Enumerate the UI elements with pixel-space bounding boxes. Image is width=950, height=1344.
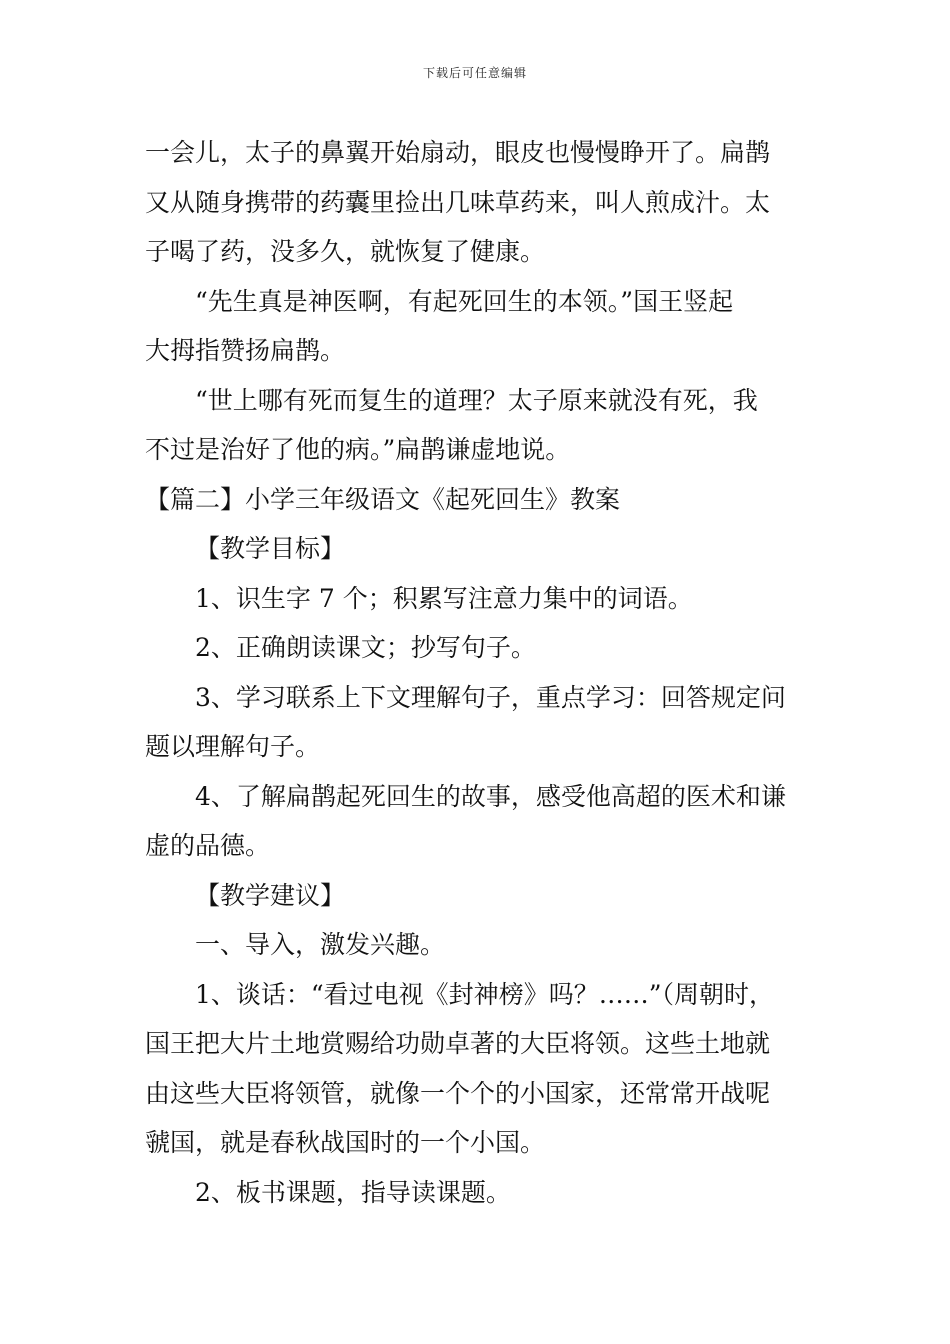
text-line: 一、导入，激发兴趣。 <box>195 930 446 959</box>
text-line: “世上哪有死而复生的道理？太子原来就没有死，我 <box>195 385 758 415</box>
text-line: 子喝了药，没多久，就恢复了健康。 <box>145 237 546 266</box>
text-line: 大拇指赞扬扁鹊。 <box>145 336 346 365</box>
text-line: 【教学目标】 <box>195 534 346 563</box>
text-line: 3、学习联系上下文理解句子，重点学习：回答规定问 <box>195 682 786 712</box>
text-line: “先生真是神医啊，有起死回生的本领。”国王竖起 <box>195 286 734 316</box>
text-line: 1、识生字 7 个；积累写注意力集中的词语。 <box>195 583 693 613</box>
text-line: 虚的品德。 <box>145 831 271 860</box>
text-line: 又从随身携带的药囊里捡出几味草药来，叫人煎成汁。太 <box>145 187 771 217</box>
text-line: 2、正确朗读课文；抄写句子。 <box>195 633 536 662</box>
text-line: 【篇二】小学三年级语文《起死回生》教案 <box>145 484 621 514</box>
text-line: 国王把大片土地赏赐给功勋卓著的大臣将领。这些土地就 <box>145 1029 771 1058</box>
text-line: 4、了解扁鹊起死回生的故事，感受他高超的医术和谦 <box>195 781 786 811</box>
text-line: 虢国，就是春秋战国时的一个小国。 <box>145 1128 546 1157</box>
text-line: 一会儿，太子的鼻翼开始扇动，眼皮也慢慢睁开了。扁鹊 <box>145 138 771 167</box>
text-line: 不过是治好了他的病。”扁鹊谦虚地说。 <box>145 435 571 464</box>
text-line: 【教学建议】 <box>195 880 346 910</box>
text-line: 1、谈话：“看过电视《封神榜》吗？……”（周朝时， <box>195 979 774 1009</box>
text-line: 由这些大臣将领管，就像一个个的小国家，还常常开战呢 <box>145 1078 771 1108</box>
text-line: 题以理解句子。 <box>145 732 321 761</box>
text-line: 2、板书课题，指导读课题。 <box>195 1177 511 1207</box>
document-body <box>145 128 810 1217</box>
page-header: 下载后可任意编辑 <box>422 66 527 80</box>
